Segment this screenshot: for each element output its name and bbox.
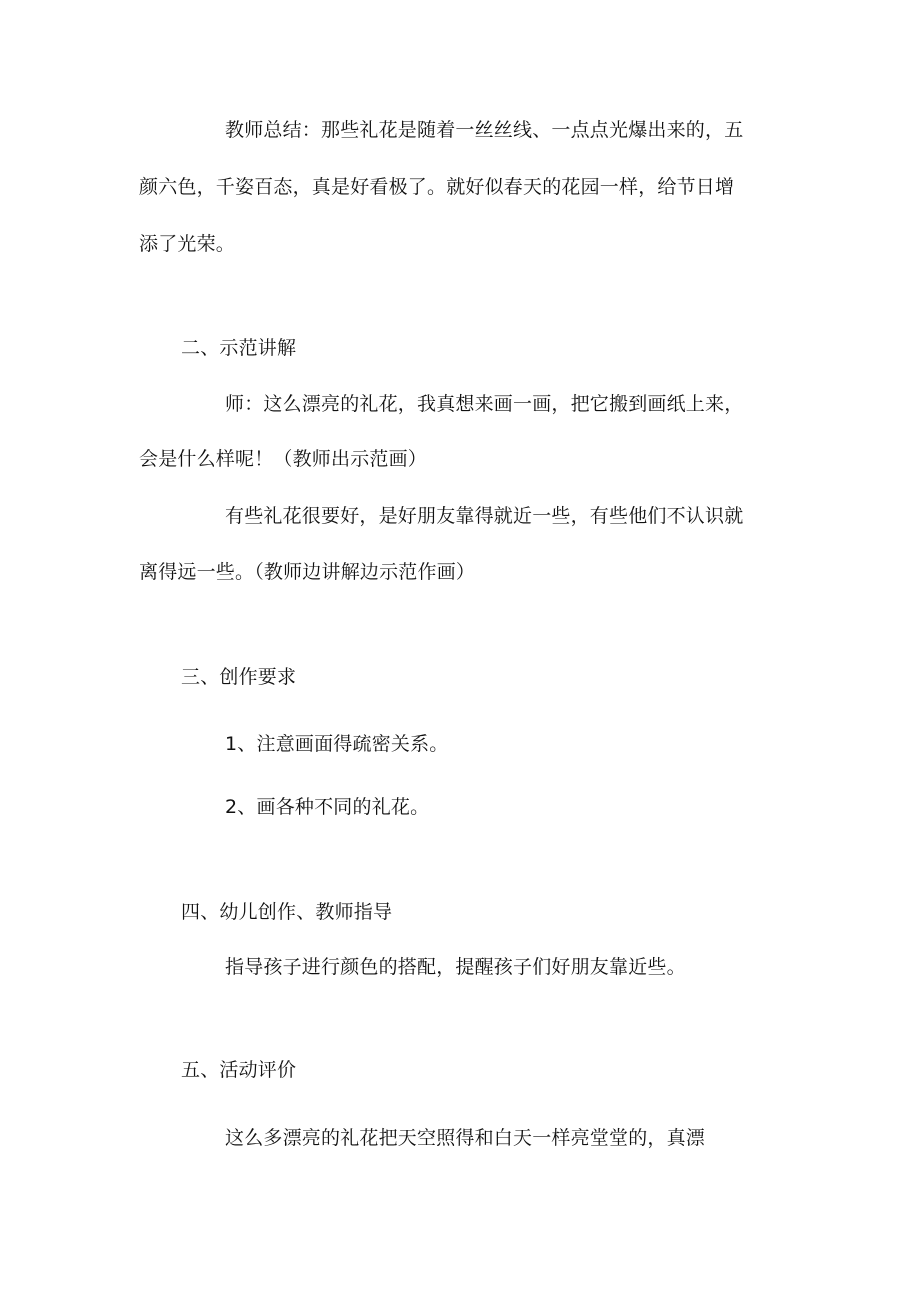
section-heading-demonstration: 二、示范讲解 <box>181 337 297 359</box>
creation-paragraph: 指导孩子进行颜色的搭配，提醒孩子们好朋友靠近些。 <box>225 956 686 978</box>
demonstration-para1-line1: 师：这么漂亮的礼花，我真想来画一画，把它搬到画纸上来， <box>225 393 744 415</box>
section-heading-evaluation: 五、活动评价 <box>181 1059 297 1081</box>
demonstration-para2-line1: 有些礼花很要好，是好朋友靠得就近一些，有些他们不认识就 <box>225 505 744 527</box>
demonstration-para1-line2: 会是什么样呢！（教师出示范画） <box>139 448 428 470</box>
summary-line-1: 教师总结：那些礼花是随着一丝丝线、一点点光爆出来的，五 <box>225 119 744 141</box>
section-heading-requirements: 三、创作要求 <box>181 666 297 688</box>
evaluation-paragraph: 这么多漂亮的礼花把天空照得和白天一样亮堂堂的，真漂 <box>225 1127 706 1149</box>
section-heading-creation: 四、幼儿创作、教师指导 <box>181 901 393 923</box>
summary-line-2: 颜六色，千姿百态，真是好看极了。就好似春天的花园一样，给节日增 <box>139 176 735 198</box>
requirement-item-2: 2、画各种不同的礼花。 <box>225 796 430 818</box>
summary-line-3: 添了光荣。 <box>139 233 236 255</box>
demonstration-para2-line2: 离得远一些。（教师边讲解边示范作画） <box>139 561 476 583</box>
requirement-item-1: 1、注意画面得疏密关系。 <box>225 733 449 755</box>
